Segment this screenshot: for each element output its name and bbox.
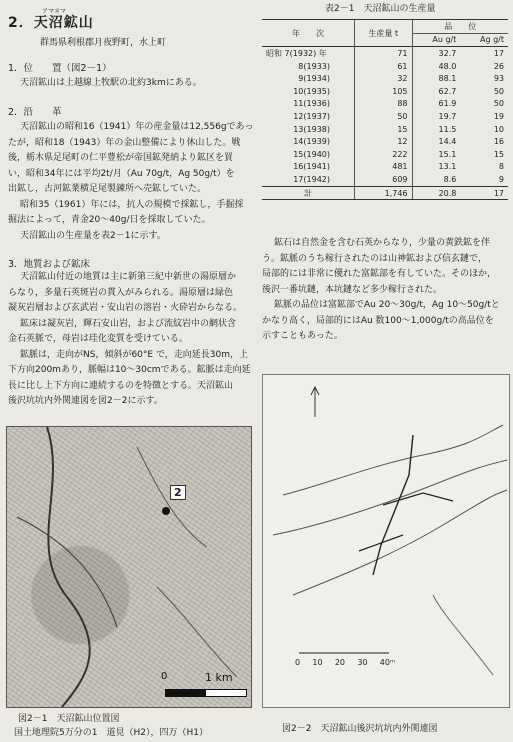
total-ag: 17 [493, 188, 504, 198]
s3-line: 後沢坑坑内外関連図を図2－2に示す。 [8, 396, 163, 406]
ag-cell: 15 [493, 149, 504, 159]
au-cell: 48.0 [438, 61, 457, 71]
s3-paragraph [8, 270, 258, 410]
scale-zero: 0 [161, 671, 168, 682]
year-cell: 13(1938) [262, 123, 355, 136]
table-row [262, 135, 508, 148]
contour-line [283, 425, 503, 495]
scale-tick: 40ᵐ [379, 658, 395, 667]
ore-cell: 88 [355, 98, 413, 111]
scale-tick: 30 [357, 658, 368, 667]
s2-line: たが，昭和18（1943）年の金山整備により休山した。戦 [8, 137, 241, 148]
s2-line: 掘法によって，青金20～40g/日を採取していた。 [8, 215, 211, 225]
fig-caption-2: 図2－2 天沼鉱山後沢坑坑内外関連図 [282, 724, 438, 734]
header-ore: 生産量 t [355, 20, 413, 47]
mine-layout-map [262, 374, 510, 708]
table-row [262, 98, 508, 111]
ore-line: 示すこともあった。 [262, 331, 343, 341]
ore-line: 鉱石は自然金を含む石英からなり，少量の黄鉄鉱を伴 [274, 238, 491, 248]
table-row [262, 173, 508, 186]
adit-line [383, 493, 453, 505]
s2-line: 出鉱し，古河鉱業横足尾製錬所へ売鉱していた。 [8, 184, 207, 194]
table-row [262, 47, 508, 60]
ore-line: 鉱脈の品位は富鉱部でAu 20～30g/t，Ag 10～50g/tと [274, 300, 500, 310]
total-label: 計 [262, 186, 355, 200]
scale-bar [165, 689, 247, 697]
mine-marker-label: 2 [170, 485, 186, 500]
au-cell: 62.7 [438, 86, 457, 96]
s3-line: 鉱脈は，走向がNS，傾斜が60°E で，走向延長30m，上 [20, 349, 248, 360]
year-cell: 8(1933) [262, 60, 355, 73]
fig-caption-1: 図2－1 天沼鉱山位置図 [18, 714, 120, 724]
year-cell: 17(1942) [262, 173, 355, 186]
au-cell: 11.5 [438, 124, 457, 134]
ore-line: 局部的には非常に優れた富鉱部を有していた。そのほか， [262, 269, 497, 279]
stream-line [433, 595, 493, 675]
ore-line: う。鉱脈のうち稼行されたのは山神鉱および信玄鏈で， [262, 253, 487, 264]
year-cell: 16(1941) [262, 161, 355, 174]
ag-cell: 9 [498, 174, 504, 184]
total-au: 20.8 [438, 188, 457, 198]
year-cell: 9(1934) [262, 72, 355, 85]
road-line [17, 517, 117, 627]
ore-cell: 481 [355, 161, 413, 174]
ag-cell: 8 [498, 162, 504, 172]
ore-cell: 15 [355, 123, 413, 136]
header-grade: 品 位 [444, 21, 477, 31]
contour-line [293, 490, 507, 595]
ore-cell: 609 [355, 173, 413, 186]
s3-line: 下方向200mあり，脈幅は10～30cmである。鉱脈は走向延 [8, 365, 251, 375]
year-cell: 15(1940) [262, 148, 355, 161]
scale-km: 1 km [205, 671, 233, 684]
year-cell: 10(1935) [262, 85, 355, 98]
ag-cell: 10 [493, 124, 504, 134]
ag-cell: 50 [493, 86, 504, 96]
au-cell: 8.6 [443, 174, 457, 184]
year-cell: 14(1939) [262, 135, 355, 148]
ag-cell: 19 [493, 111, 504, 121]
contour-line [157, 587, 237, 677]
scale-tick: 20 [334, 658, 346, 667]
ore-cell: 71 [355, 47, 413, 60]
au-cell: 19.7 [438, 111, 457, 121]
ag-cell: 26 [493, 61, 504, 71]
table-caption: 表2－1 天沼鉱山の生産量 [325, 4, 436, 14]
table-row [262, 72, 508, 85]
s3-line: 長に比し上下方向に連続するのを特徴とする。天沼鉱山 [8, 380, 234, 391]
s1-heading: 1．位 置（図2－1） [8, 63, 112, 74]
scale-ticks [295, 658, 395, 667]
s2-line: 後，栃木県足尾町の仁平豊松が帝国鉱発納より鉱区を買 [8, 153, 234, 163]
ore-cell: 32 [355, 72, 413, 85]
ore-cell: 12 [355, 135, 413, 148]
section-title: 2．天沼鉱山 [8, 15, 94, 31]
table-row [262, 123, 508, 136]
scale-tick: 0 [295, 658, 301, 667]
header-year: 年 次 [262, 20, 355, 47]
ag-cell: 50 [493, 99, 504, 109]
ag-cell: 16 [493, 137, 504, 147]
year-cell: 11(1936) [262, 98, 355, 111]
scale-tick: 10 [312, 658, 323, 667]
table-row [262, 148, 508, 161]
au-cell: 61.9 [438, 99, 457, 109]
s2-line: 天沼鉱山の生産量を表2－1に示す。 [20, 230, 166, 241]
s2-paragraph [8, 120, 258, 244]
header-au: Au g/t [412, 33, 460, 47]
s3-line: 凝灰岩層および玄武岩・安山岩の溶岩・火砕岩からなる。 [8, 303, 243, 313]
adit-line [359, 535, 403, 551]
mine-marker-dot [162, 507, 170, 515]
total-ore: 1,746 [355, 186, 413, 200]
ag-cell: 93 [493, 74, 504, 84]
au-cell: 14.4 [438, 137, 457, 147]
location-map [6, 426, 252, 708]
location-line: 群馬県利根郡月夜野町，水上町 [40, 38, 167, 48]
s2-line: い，昭和34年には平均2t/月（Au 70g/t，Ag 50g/t）を [8, 168, 235, 179]
ore-cell: 222 [355, 148, 413, 161]
table-row [262, 110, 508, 123]
ore-line: 後沢一番坑鏈，本坑鏈など多少稼行された。 [262, 284, 443, 295]
map-features [7, 427, 251, 707]
s3-line: 天沼鉱山付近の地質は主に新第三紀中新世の湯原層か [20, 272, 237, 282]
total-row [262, 186, 508, 200]
ore-paragraph [262, 236, 510, 345]
s2-heading: 2．沿 革 [8, 107, 62, 118]
s3-line: 金石英脈で，母岩は珪化変質を受けている。 [8, 334, 188, 344]
s3-heading: 3．地質および鉱床 [8, 259, 91, 270]
header-ag: Ag g/t [460, 33, 508, 47]
au-cell: 13.1 [438, 162, 457, 172]
production-table [262, 19, 508, 200]
ore-cell: 50 [355, 110, 413, 123]
ore-cell: 105 [355, 85, 413, 98]
s1-text: 天沼鉱山は上越線上牧駅の北約3kmにある。 [20, 78, 202, 88]
table-row [262, 60, 508, 73]
s3-line: らなり，多量石英斑岩の貫入がみられる。湯原層は緑色 [8, 287, 234, 298]
year-cell: 昭和 7(1932) 年 [262, 47, 355, 60]
au-cell: 88.1 [438, 74, 457, 84]
title-ruby: アマヌマ [42, 8, 67, 15]
table-row [262, 85, 508, 98]
ore-line: かなり高く，局部的にはAu 数100～1,000g/tの高品位を [262, 315, 494, 326]
s2-line: 昭和35（1961）年には，抗人の規模で採鉱し，手掘採 [20, 199, 244, 210]
table-row [262, 161, 508, 174]
s2-line: 天沼鉱山の昭和16（1941）年の産金量は12,556gであっ [20, 122, 254, 132]
ag-cell: 17 [493, 48, 504, 58]
ore-cell: 61 [355, 60, 413, 73]
fig-source-1: 国土地理院5万分の1 道見（H2），四万（H1） [14, 728, 208, 738]
au-cell: 32.7 [438, 48, 457, 58]
s3-line: 鉱床は凝灰岩，輝石安山岩，および流紋岩中の網状含 [20, 318, 237, 329]
table-body [262, 47, 508, 200]
year-cell: 12(1937) [262, 110, 355, 123]
au-cell: 15.1 [438, 149, 457, 159]
